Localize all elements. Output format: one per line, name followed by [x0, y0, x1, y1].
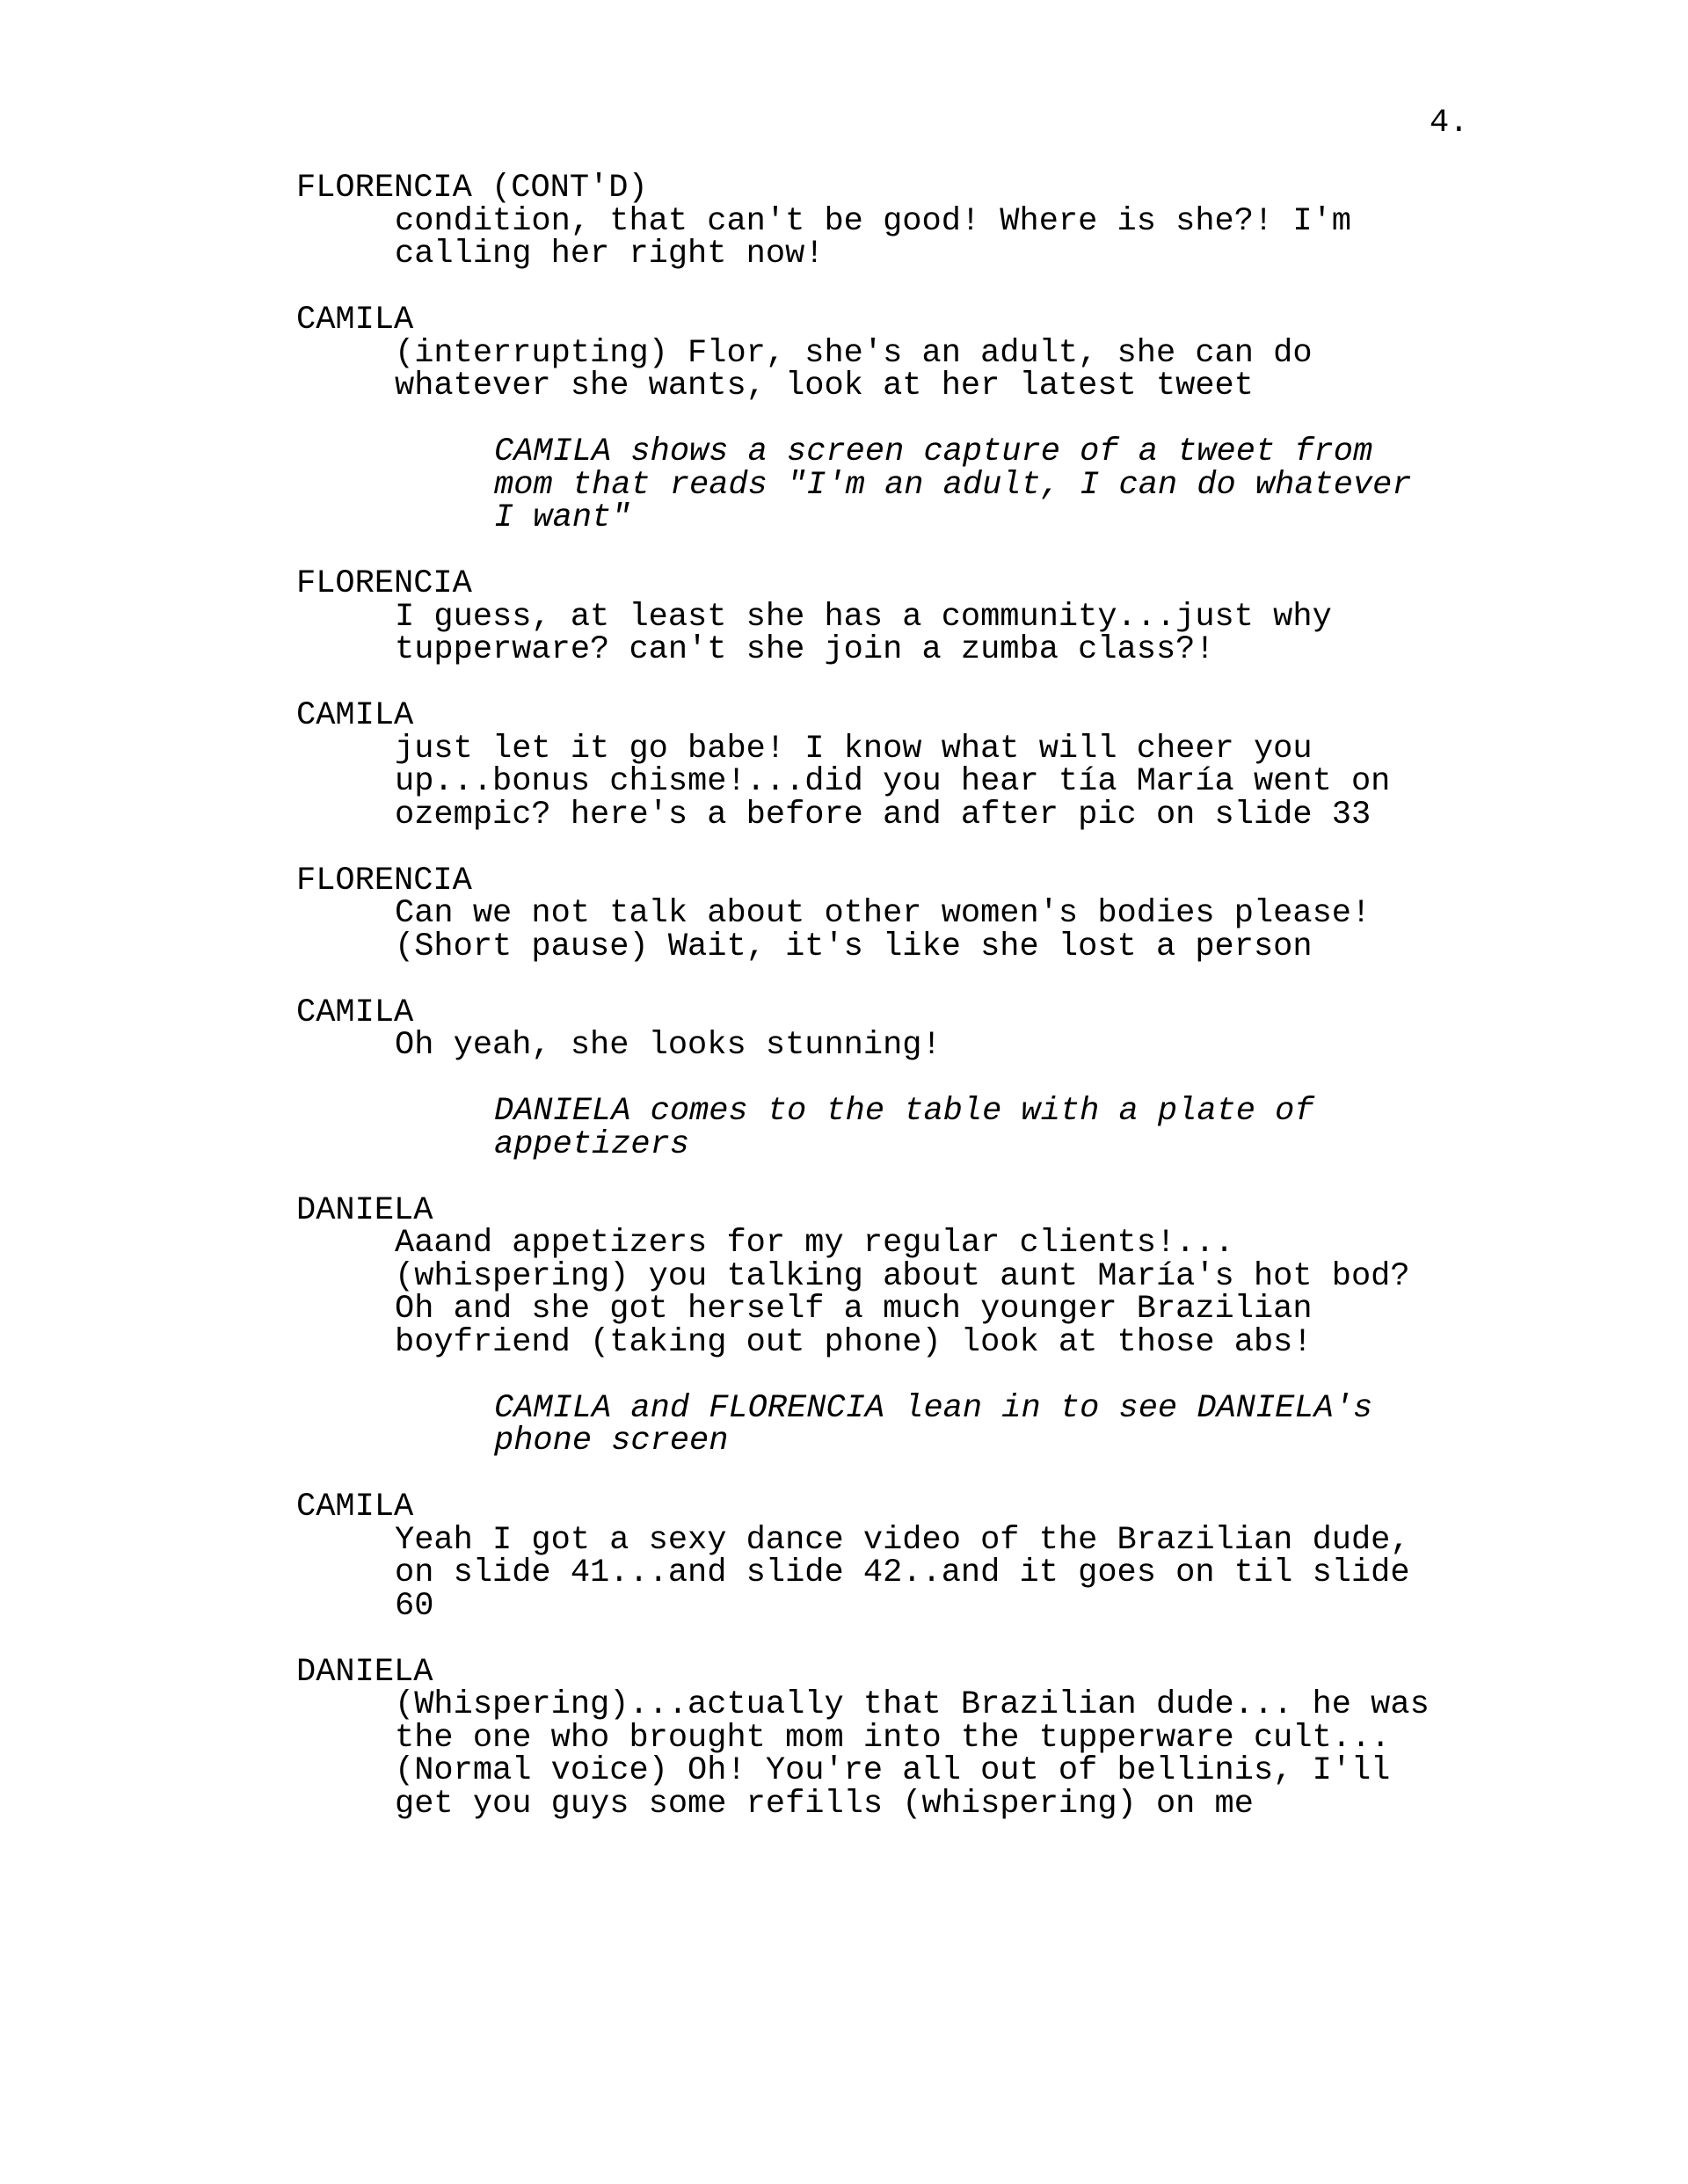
- action-text: [296, 1093, 1527, 1163]
- action-line: appetizers: [494, 1125, 690, 1163]
- dialogue-line: just let it go babe! I know what will cheer you: [395, 730, 1313, 768]
- dialogue-block: [296, 1191, 1527, 1361]
- action-block: [296, 1389, 1527, 1460]
- dialogue-line: (whispering) you talking about aunt María's hot bod?: [395, 1257, 1410, 1295]
- dialogue-block: [296, 304, 1527, 404]
- dialogue-line: I guess, at least she has a community...just why: [395, 598, 1332, 636]
- dialogue-line: boyfriend (taking out phone) look at those abs!: [395, 1323, 1313, 1361]
- dialogue-line: condition, that can't be good! Where is she?! I'm: [395, 202, 1351, 240]
- dialogue-line: 60: [395, 1587, 434, 1625]
- character-name: CAMILA: [296, 697, 414, 734]
- screenplay-body: [296, 172, 1527, 1821]
- character-name: FLORENCIA (CONT'D): [296, 170, 648, 207]
- dialogue-line: (Whispering)...actually that Brazilian dude... he was: [395, 1686, 1430, 1723]
- dialogue-block: [296, 1653, 1527, 1823]
- dialogue-line: the one who brought mom into the tupperware cult...: [395, 1719, 1391, 1757]
- dialogue-line: Yeah I got a sexy dance video of the Brazilian dude,: [395, 1521, 1410, 1559]
- dialogue-line: ozempic? here's a before and after pic on slide 33: [395, 796, 1372, 834]
- dialogue-line: (interrupting) Flor, she's an adult, she can do: [395, 334, 1313, 372]
- dialogue-text: [296, 1521, 1527, 1625]
- dialogue-text: [296, 1227, 1527, 1359]
- action-line: I want": [494, 499, 631, 536]
- dialogue-line: get you guys some refills (whispering) on me: [395, 1785, 1254, 1823]
- dialogue-text: [296, 1027, 1527, 1064]
- dialogue-line: Oh and she got herself a much younger Brazilian: [395, 1291, 1313, 1328]
- dialogue-text: [296, 730, 1527, 834]
- action-line: mom that reads "I'm an adult, I can do whatever: [494, 466, 1412, 504]
- dialogue-block: [296, 172, 1527, 272]
- dialogue-text: [296, 598, 1527, 668]
- dialogue-line: up...bonus chisme!...did you hear tía María went on: [395, 763, 1391, 800]
- dialogue-block: [296, 1491, 1527, 1623]
- character-name: CAMILA: [296, 1489, 414, 1525]
- dialogue-line: (Short pause) Wait, it's like she lost a person: [395, 928, 1313, 965]
- character-name: CAMILA: [296, 302, 414, 339]
- character-name: DANIELA: [296, 1653, 433, 1691]
- dialogue-line: whatever she wants, look at her latest tweet: [395, 368, 1254, 404]
- action-text: [296, 1389, 1527, 1460]
- dialogue-line: Can we not talk about other women's bodies please!: [395, 895, 1372, 932]
- character-name: DANIELA: [296, 1191, 433, 1229]
- dialogue-line: tupperware? can't she join a zumba class?!: [395, 631, 1215, 668]
- dialogue-text: [296, 895, 1527, 965]
- character-name: FLORENCIA: [296, 862, 472, 899]
- dialogue-line: (Normal voice) Oh! You're all out of bellinis, I'll: [395, 1752, 1391, 1789]
- action-line: CAMILA and FLORENCIA lean in to see DANIELA's: [494, 1389, 1373, 1427]
- dialogue-line: Oh yeah, she looks stunning!: [395, 1027, 942, 1064]
- character-name: FLORENCIA: [296, 565, 472, 602]
- dialogue-line: Aaand appetizers for my regular clients!...: [395, 1225, 1234, 1262]
- action-line: DANIELA comes to the table with a plate of: [494, 1093, 1314, 1130]
- dialogue-text: [296, 202, 1527, 273]
- dialogue-block: [296, 862, 1527, 965]
- dialogue-line: on slide 41...and slide 42..and it goes on til slide: [395, 1554, 1410, 1591]
- action-text: [296, 433, 1527, 536]
- action-line: phone screen: [494, 1423, 729, 1460]
- page-number: 4.: [1430, 105, 1469, 142]
- action-block: [296, 1093, 1527, 1163]
- dialogue-line: calling her right now!: [395, 236, 825, 273]
- dialogue-block: [296, 697, 1527, 834]
- dialogue-text: [296, 1686, 1527, 1823]
- dialogue-text: [296, 334, 1527, 404]
- character-name: CAMILA: [296, 994, 414, 1031]
- action-block: [296, 433, 1527, 536]
- dialogue-block: [296, 565, 1527, 668]
- dialogue-block: [296, 994, 1527, 1064]
- action-line: CAMILA shows a screen capture of a tweet from: [494, 433, 1373, 470]
